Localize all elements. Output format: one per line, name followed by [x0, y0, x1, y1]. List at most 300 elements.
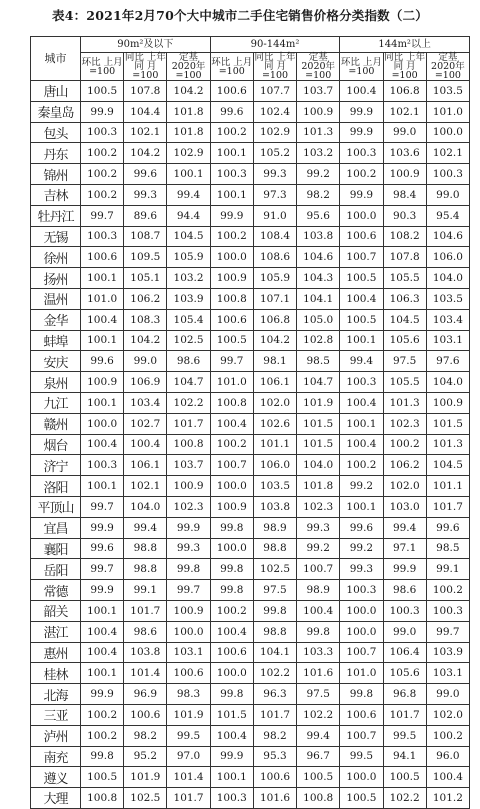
index-value-cell: 100.2	[340, 455, 383, 476]
index-value-cell: 104.2	[253, 330, 296, 351]
index-value-cell: 98.1	[253, 351, 296, 372]
index-value-cell: 99.9	[340, 184, 383, 205]
index-value-cell: 103.7	[167, 455, 210, 476]
index-value-cell: 95.6	[297, 205, 340, 226]
index-value-cell: 100.1	[81, 476, 124, 497]
index-value-cell: 100.9	[81, 372, 124, 393]
index-value-cell: 99.0	[426, 684, 469, 705]
city-name-cell: 桂林	[31, 663, 81, 684]
city-name-cell: 烟台	[31, 434, 81, 455]
table-row	[31, 143, 470, 164]
city-name-cell: 惠州	[31, 642, 81, 663]
index-value-cell: 100.7	[340, 725, 383, 746]
index-value-cell: 100.2	[426, 725, 469, 746]
index-value-cell: 100.9	[210, 268, 253, 289]
index-value-cell: 97.5	[253, 580, 296, 601]
index-value-cell: 102.0	[426, 704, 469, 725]
index-value-cell: 108.4	[253, 226, 296, 247]
index-value-cell: 100.1	[81, 268, 124, 289]
index-value-cell: 102.7	[124, 413, 167, 434]
index-value-cell: 100.1	[210, 767, 253, 788]
index-value-cell: 98.5	[426, 538, 469, 559]
index-value-cell: 96.9	[124, 684, 167, 705]
index-value-cell: 98.2	[253, 725, 296, 746]
index-value-cell: 97.1	[383, 538, 426, 559]
index-value-cell: 100.2	[426, 580, 469, 601]
index-value-cell: 100.6	[253, 767, 296, 788]
index-value-cell: 100.4	[340, 434, 383, 455]
index-value-cell: 101.9	[124, 767, 167, 788]
index-value-cell: 100.4	[340, 392, 383, 413]
index-value-cell: 103.4	[124, 392, 167, 413]
index-value-cell: 101.5	[426, 413, 469, 434]
index-value-cell: 100.0	[210, 247, 253, 268]
index-value-cell: 101.8	[167, 122, 210, 143]
city-name-cell: 平顶山	[31, 496, 81, 517]
table-row	[31, 788, 470, 809]
index-value-cell: 104.7	[167, 372, 210, 393]
table-row	[31, 434, 470, 455]
table-header	[31, 37, 470, 81]
group-header-small: 90m²及以下	[81, 37, 211, 53]
index-value-cell: 99.8	[210, 559, 253, 580]
index-value-cell: 99.7	[81, 205, 124, 226]
index-value-cell: 100.6	[210, 81, 253, 102]
table-row	[31, 642, 470, 663]
index-value-cell: 102.5	[167, 330, 210, 351]
index-value-cell: 101.0	[426, 101, 469, 122]
city-name-cell: 湛江	[31, 621, 81, 642]
index-value-cell: 103.2	[167, 268, 210, 289]
index-value-cell: 95.2	[124, 746, 167, 767]
city-name-cell: 丹东	[31, 143, 81, 164]
index-value-cell: 100.5	[340, 788, 383, 809]
index-value-cell: 105.9	[167, 247, 210, 268]
index-value-cell: 100.5	[81, 767, 124, 788]
index-value-cell: 102.1	[124, 122, 167, 143]
city-name-cell: 温州	[31, 288, 81, 309]
city-name-cell: 常德	[31, 580, 81, 601]
index-value-cell: 100.6	[340, 226, 383, 247]
table-row	[31, 580, 470, 601]
index-value-cell: 100.9	[167, 600, 210, 621]
index-value-cell: 102.3	[383, 413, 426, 434]
subcol-yoy: 同比 上年同 月=100	[384, 52, 426, 81]
index-value-cell: 98.5	[297, 351, 340, 372]
index-value-cell: 99.9	[340, 122, 383, 143]
index-value-cell: 108.6	[253, 247, 296, 268]
index-value-cell: 102.3	[167, 496, 210, 517]
index-value-cell: 100.0	[81, 413, 124, 434]
index-value-cell: 101.0	[340, 663, 383, 684]
index-value-cell: 103.4	[426, 309, 469, 330]
table-row	[31, 101, 470, 122]
table-row	[31, 600, 470, 621]
index-value-cell: 100.0	[340, 600, 383, 621]
city-name-cell: 九江	[31, 392, 81, 413]
index-value-cell: 101.3	[426, 434, 469, 455]
index-value-cell: 109.5	[124, 247, 167, 268]
index-value-cell: 100.3	[426, 164, 469, 185]
index-value-cell: 99.0	[426, 184, 469, 205]
index-value-cell: 96.0	[426, 746, 469, 767]
index-value-cell: 104.7	[297, 372, 340, 393]
index-value-cell: 102.5	[253, 559, 296, 580]
index-value-cell: 100.2	[81, 725, 124, 746]
index-value-cell: 99.4	[340, 351, 383, 372]
city-name-cell: 蚌埠	[31, 330, 81, 351]
index-value-cell: 100.7	[297, 559, 340, 580]
index-value-cell: 100.6	[167, 663, 210, 684]
index-value-cell: 99.3	[167, 538, 210, 559]
index-value-cell: 99.9	[81, 580, 124, 601]
index-value-cell: 100.7	[340, 247, 383, 268]
city-name-cell: 安庆	[31, 351, 81, 372]
index-value-cell: 105.6	[383, 330, 426, 351]
index-value-cell: 99.3	[253, 164, 296, 185]
city-name-cell: 唐山	[31, 81, 81, 102]
index-value-cell: 103.1	[426, 663, 469, 684]
index-value-cell: 101.9	[167, 704, 210, 725]
table-row	[31, 247, 470, 268]
index-value-cell: 105.6	[383, 663, 426, 684]
subcol-base: 定基 2020年 =100	[167, 53, 210, 81]
index-value-cell: 100.0	[210, 538, 253, 559]
index-value-cell: 100.1	[210, 143, 253, 164]
table-row	[31, 684, 470, 705]
index-value-cell: 100.2	[383, 434, 426, 455]
index-value-cell: 98.2	[297, 184, 340, 205]
index-value-cell: 101.7	[167, 788, 210, 809]
table-row	[31, 184, 470, 205]
city-name-cell: 大理	[31, 788, 81, 809]
table-row	[31, 164, 470, 185]
index-value-cell: 100.8	[167, 434, 210, 455]
index-value-cell: 99.6	[81, 351, 124, 372]
index-value-cell: 102.4	[253, 101, 296, 122]
index-value-cell: 101.7	[383, 704, 426, 725]
table-row	[31, 663, 470, 684]
index-value-cell: 101.9	[297, 392, 340, 413]
city-name-cell: 襄阳	[31, 538, 81, 559]
index-value-cell: 100.3	[340, 580, 383, 601]
index-value-cell: 100.5	[383, 767, 426, 788]
index-value-cell: 99.5	[383, 725, 426, 746]
index-value-cell: 104.0	[297, 455, 340, 476]
subcol-base: 定基 2020年 =100	[426, 53, 469, 81]
index-value-cell: 100.1	[81, 392, 124, 413]
index-value-cell: 102.0	[253, 392, 296, 413]
index-value-cell: 106.8	[383, 81, 426, 102]
index-value-cell: 100.2	[81, 164, 124, 185]
city-name-cell: 宜昌	[31, 517, 81, 538]
index-value-cell: 99.7	[210, 351, 253, 372]
index-value-cell: 99.1	[124, 580, 167, 601]
index-value-cell: 99.9	[81, 517, 124, 538]
index-value-cell: 100.8	[210, 392, 253, 413]
table-row	[31, 767, 470, 788]
city-name-cell: 岳阳	[31, 559, 81, 580]
index-value-cell: 100.5	[340, 309, 383, 330]
subcol-yoy: 同比 上年同 月=100	[254, 52, 296, 81]
index-value-cell: 95.3	[253, 746, 296, 767]
index-value-cell: 100.1	[81, 663, 124, 684]
index-value-cell: 99.4	[124, 517, 167, 538]
subcol-yoy: 同比 上年同 月=100	[124, 52, 166, 81]
city-column-header: 城市	[31, 37, 81, 81]
index-value-cell: 99.4	[383, 517, 426, 538]
index-value-cell: 106.1	[124, 455, 167, 476]
table-row	[31, 330, 470, 351]
table-row	[31, 517, 470, 538]
index-value-cell: 106.2	[124, 288, 167, 309]
index-value-cell: 98.9	[297, 580, 340, 601]
index-value-cell: 101.7	[426, 496, 469, 517]
table-row	[31, 392, 470, 413]
index-value-cell: 100.9	[297, 101, 340, 122]
index-value-cell: 98.2	[124, 725, 167, 746]
price-index-table	[30, 36, 470, 809]
index-value-cell: 101.7	[167, 413, 210, 434]
index-value-cell: 100.4	[124, 434, 167, 455]
index-value-cell: 99.7	[167, 580, 210, 601]
index-value-cell: 100.1	[340, 413, 383, 434]
index-value-cell: 99.8	[253, 600, 296, 621]
index-value-cell: 103.6	[383, 143, 426, 164]
index-value-cell: 102.3	[297, 496, 340, 517]
index-value-cell: 100.5	[340, 268, 383, 289]
index-value-cell: 102.2	[383, 788, 426, 809]
index-value-cell: 101.6	[253, 788, 296, 809]
index-value-cell: 100.3	[340, 372, 383, 393]
index-value-cell: 103.5	[426, 81, 469, 102]
index-value-cell: 104.5	[383, 309, 426, 330]
index-value-cell: 102.2	[253, 663, 296, 684]
index-value-cell: 102.2	[297, 704, 340, 725]
index-value-cell: 102.0	[383, 476, 426, 497]
table-row	[31, 704, 470, 725]
index-value-cell: 98.6	[124, 621, 167, 642]
index-value-cell: 99.2	[340, 538, 383, 559]
index-value-cell: 97.3	[253, 184, 296, 205]
index-value-cell: 100.0	[167, 621, 210, 642]
index-value-cell: 91.0	[253, 205, 296, 226]
index-value-cell: 100.2	[210, 434, 253, 455]
subcol-mom: 环比 上月 =100	[340, 53, 383, 81]
index-value-cell: 102.9	[167, 143, 210, 164]
index-value-cell: 104.6	[426, 226, 469, 247]
city-name-cell: 锦州	[31, 164, 81, 185]
index-value-cell: 101.0	[81, 288, 124, 309]
city-name-cell: 洛阳	[31, 476, 81, 497]
index-value-cell: 100.1	[167, 164, 210, 185]
index-value-cell: 98.8	[253, 538, 296, 559]
index-value-cell: 98.9	[253, 517, 296, 538]
city-name-cell: 包头	[31, 122, 81, 143]
index-value-cell: 100.4	[210, 725, 253, 746]
index-value-cell: 101.4	[124, 663, 167, 684]
index-value-cell: 106.4	[383, 642, 426, 663]
index-value-cell: 100.4	[340, 81, 383, 102]
index-value-cell: 99.2	[340, 476, 383, 497]
index-value-cell: 100.9	[383, 164, 426, 185]
index-value-cell: 100.4	[81, 642, 124, 663]
index-value-cell: 99.9	[81, 101, 124, 122]
index-value-cell: 99.4	[167, 184, 210, 205]
table-row	[31, 268, 470, 289]
index-value-cell: 99.2	[297, 538, 340, 559]
city-name-cell: 韶关	[31, 600, 81, 621]
index-value-cell: 101.1	[426, 476, 469, 497]
index-value-cell: 103.7	[297, 81, 340, 102]
index-value-cell: 100.9	[210, 496, 253, 517]
index-value-cell: 100.3	[426, 600, 469, 621]
index-value-cell: 100.6	[81, 247, 124, 268]
index-value-cell: 100.4	[81, 434, 124, 455]
subcol-mom: 环比 上月 =100	[210, 53, 253, 81]
index-value-cell: 103.9	[167, 288, 210, 309]
city-name-cell: 泉州	[31, 372, 81, 393]
index-value-cell: 99.3	[124, 184, 167, 205]
index-value-cell: 99.4	[297, 725, 340, 746]
index-value-cell: 100.2	[81, 704, 124, 725]
index-value-cell: 103.8	[253, 496, 296, 517]
index-value-cell: 100.6	[210, 642, 253, 663]
index-value-cell: 99.8	[210, 517, 253, 538]
table-row	[31, 538, 470, 559]
group-header-medium: 90-144m²	[210, 37, 340, 53]
index-value-cell: 99.0	[383, 122, 426, 143]
index-value-cell: 99.6	[426, 517, 469, 538]
index-value-cell: 99.5	[167, 725, 210, 746]
index-value-cell: 100.6	[124, 704, 167, 725]
index-value-cell: 103.8	[124, 642, 167, 663]
index-value-cell: 99.6	[81, 538, 124, 559]
table-row	[31, 309, 470, 330]
index-value-cell: 105.1	[124, 268, 167, 289]
index-value-cell: 101.4	[167, 767, 210, 788]
index-value-cell: 100.0	[340, 205, 383, 226]
index-value-cell: 100.0	[210, 476, 253, 497]
index-value-cell: 99.8	[81, 746, 124, 767]
index-value-cell: 104.1	[297, 288, 340, 309]
index-value-cell: 99.8	[210, 580, 253, 601]
index-value-cell: 100.9	[167, 476, 210, 497]
table-row	[31, 226, 470, 247]
index-value-cell: 100.5	[297, 767, 340, 788]
table-row	[31, 455, 470, 476]
index-value-cell: 98.4	[383, 184, 426, 205]
index-value-cell: 100.1	[81, 330, 124, 351]
index-value-cell: 103.0	[383, 496, 426, 517]
index-value-cell: 105.2	[253, 143, 296, 164]
index-value-cell: 107.7	[253, 81, 296, 102]
index-value-cell: 100.1	[210, 184, 253, 205]
index-value-cell: 100.6	[210, 309, 253, 330]
index-value-cell: 101.6	[297, 663, 340, 684]
index-value-cell: 99.2	[297, 164, 340, 185]
index-value-cell: 103.3	[297, 642, 340, 663]
subcol-mom: 环比 上月 =100	[81, 53, 124, 81]
index-value-cell: 107.8	[383, 247, 426, 268]
index-value-cell: 101.8	[167, 101, 210, 122]
index-value-cell: 100.3	[210, 164, 253, 185]
index-value-cell: 90.3	[383, 205, 426, 226]
index-value-cell: 100.6	[340, 704, 383, 725]
index-value-cell: 98.3	[167, 684, 210, 705]
index-value-cell: 98.8	[253, 621, 296, 642]
index-value-cell: 106.2	[383, 455, 426, 476]
index-value-cell: 100.4	[426, 767, 469, 788]
index-value-cell: 100.1	[340, 330, 383, 351]
index-value-cell: 101.1	[253, 434, 296, 455]
index-value-cell: 100.0	[426, 122, 469, 143]
index-value-cell: 100.5	[81, 81, 124, 102]
index-value-cell: 102.8	[297, 330, 340, 351]
index-value-cell: 100.3	[81, 122, 124, 143]
page-title: 表4：2021年2月70个大中城市二手住宅销售价格分类指数（二）	[52, 8, 428, 23]
index-value-cell: 100.2	[210, 600, 253, 621]
city-name-cell: 泸州	[31, 725, 81, 746]
index-value-cell: 89.6	[124, 205, 167, 226]
table-row	[31, 122, 470, 143]
city-name-cell: 牡丹江	[31, 205, 81, 226]
index-value-cell: 99.9	[383, 559, 426, 580]
city-name-cell: 济宁	[31, 455, 81, 476]
index-value-cell: 103.9	[426, 642, 469, 663]
index-value-cell: 97.6	[426, 351, 469, 372]
index-value-cell: 100.2	[81, 143, 124, 164]
city-name-cell: 扬州	[31, 268, 81, 289]
index-value-cell: 100.7	[210, 455, 253, 476]
index-value-cell: 103.1	[426, 330, 469, 351]
city-name-cell: 遵义	[31, 767, 81, 788]
index-value-cell: 94.4	[167, 205, 210, 226]
city-name-cell: 三亚	[31, 704, 81, 725]
index-value-cell: 99.8	[167, 559, 210, 580]
index-value-cell: 106.9	[124, 372, 167, 393]
index-value-cell: 104.2	[124, 143, 167, 164]
table-row	[31, 351, 470, 372]
index-value-cell: 106.3	[383, 288, 426, 309]
index-value-cell: 104.0	[124, 496, 167, 517]
index-value-cell: 102.9	[253, 122, 296, 143]
index-value-cell: 101.8	[297, 476, 340, 497]
table-row	[31, 496, 470, 517]
table-row	[31, 476, 470, 497]
index-value-cell: 100.4	[81, 309, 124, 330]
index-value-cell: 101.3	[383, 392, 426, 413]
index-value-cell: 100.3	[383, 600, 426, 621]
index-value-cell: 98.6	[167, 351, 210, 372]
index-value-cell: 100.4	[210, 413, 253, 434]
index-value-cell: 104.0	[426, 372, 469, 393]
index-value-cell: 100.3	[340, 143, 383, 164]
index-value-cell: 104.1	[253, 642, 296, 663]
index-value-cell: 100.2	[81, 184, 124, 205]
index-value-cell: 104.6	[297, 247, 340, 268]
index-value-cell: 100.1	[81, 600, 124, 621]
index-value-cell: 105.0	[297, 309, 340, 330]
index-value-cell: 104.2	[124, 330, 167, 351]
index-value-cell: 100.4	[297, 600, 340, 621]
table-row	[31, 205, 470, 226]
index-value-cell: 97.5	[297, 684, 340, 705]
index-value-cell: 103.8	[297, 226, 340, 247]
index-value-cell: 106.0	[426, 247, 469, 268]
index-value-cell: 100.3	[210, 788, 253, 809]
index-value-cell: 94.1	[383, 746, 426, 767]
